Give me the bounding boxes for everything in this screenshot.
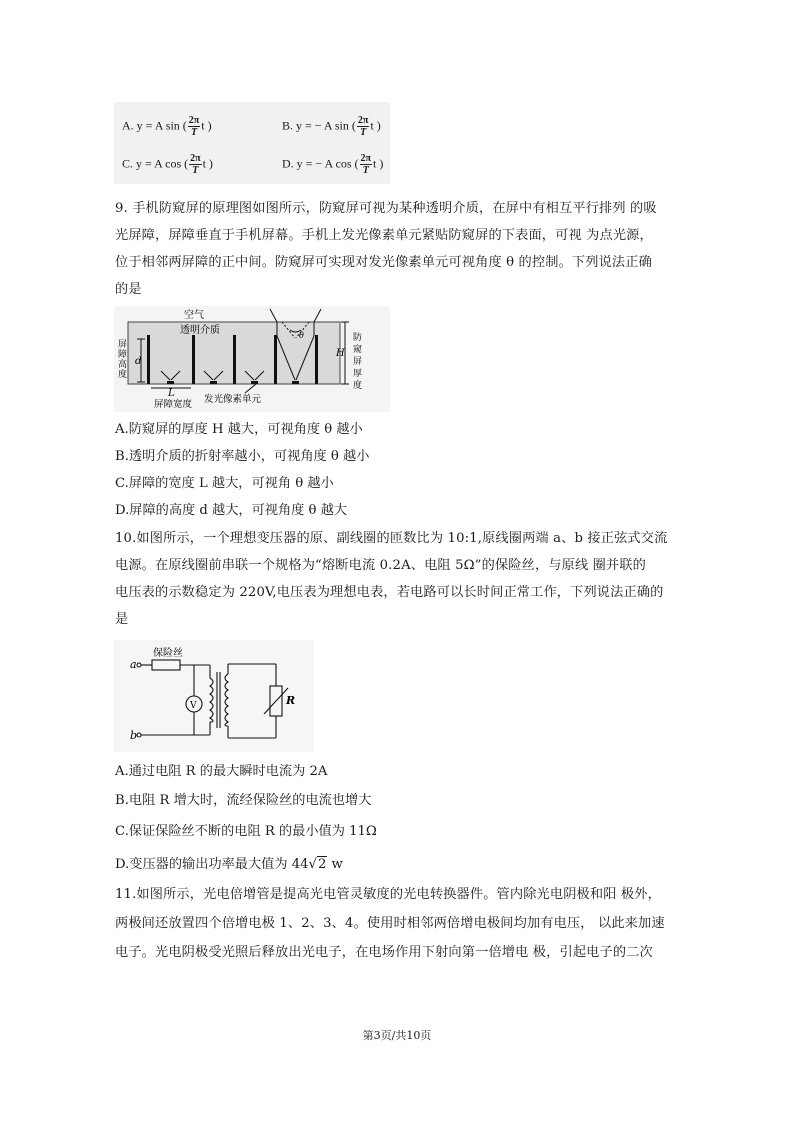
fig-fuse-label: 保险丝 [153, 648, 183, 659]
fig-barrier-width-label: 屏障宽度 [154, 399, 193, 410]
q8-b-prefix: B. y = − A sin ( [282, 118, 356, 133]
q10-option-d-root: 2 [317, 857, 327, 872]
sqrt-symbol: √ [308, 857, 317, 872]
q11-line-3: 电子。光电阴极受光照后释放出光电子，在电场作用下射向第一倍增电 极，引起电子的二次 [115, 945, 653, 960]
q8-a-den: T [190, 127, 198, 138]
q8-option-b [282, 115, 381, 138]
q9-privacy-screen-figure [114, 306, 390, 412]
fig-thickness-2: 窥 [353, 345, 363, 355]
q8-c-prefix: C. y = A cos ( [122, 156, 189, 171]
fig-b-label: b [130, 729, 138, 742]
fig-barrier-height-4: 度 [118, 370, 128, 380]
fig-pixel-label: 发光像素单元 [204, 394, 262, 405]
q8-option-a [122, 115, 212, 138]
fig-l-label: L [168, 388, 175, 399]
q8-b-suffix: t ) [370, 118, 381, 133]
q9-line-2: 光屏障，屏障垂直于手机屏幕。手机上发光像素单元紧贴防窥屏的下表面，可视 为点光源， [115, 228, 653, 243]
q8-a-num: 2π [188, 115, 200, 126]
q10-option-a: A.通过电阻 R 的最大瞬时电流为 2A [115, 764, 328, 779]
fig-r-label: R [286, 694, 296, 707]
q9-option-c: C.屏障的宽度 L 越大，可视角 θ 越小 [115, 476, 334, 491]
fig-d-label: d [135, 356, 142, 367]
q8-option-c [122, 153, 213, 176]
q8-b-num: 2π [357, 115, 369, 126]
fig-thickness-4: 厚 [353, 369, 363, 379]
fig-thickness-5: 度 [353, 381, 363, 391]
q9-line-3: 位于相邻两屏障的正中间。防窥屏可实现对发光像素单元可视角度 θ 的控制。下列说法正确 [115, 255, 652, 270]
fig-a-label: a [130, 658, 137, 671]
q10-line-1: 10.如图所示，一个理想变压器的原、副线圈的匝数比为 10:1,原线圈两端 a、b 接正弦式交流 [115, 531, 668, 546]
q8-c-den: T [192, 165, 199, 176]
q8-b-den: T [360, 127, 367, 138]
fig-h-label: H [336, 348, 345, 359]
q9-line-1: 9. 手机防窥屏的原理图如图所示，防窥屏可视为某种透明介质，在屏中有相互平行排列 的吸 [115, 201, 657, 216]
q11-line-1: 11.如图所示，光电倍增管是提高光电管灵敏度的光电转换器件。管内除光电阴极和阳 极外， [115, 887, 661, 902]
q8-a-prefix: A. y = A sin ( [122, 118, 187, 133]
fig-theta-label: θ [299, 331, 304, 340]
q9-option-d: D.屏障的高度 d 越大，可视角度 θ 越大 [115, 503, 348, 518]
fig-medium-label: 透明介质 [180, 325, 220, 336]
q10-option-b: B.电阻 R 增大时，流经保险丝的电流也增大 [115, 793, 372, 808]
q8-d-den: T [362, 165, 369, 176]
fig-barrier-height-2: 障 [118, 350, 128, 360]
q10-transformer-circuit [114, 640, 314, 752]
fig-voltmeter-label: V [190, 701, 197, 711]
fig-barrier-height-3: 高 [118, 360, 128, 370]
q9-option-a: A.防窥屏的厚度 H 越大，可视角度 θ 越小 [115, 422, 363, 437]
q10-option-c: C.保证保险丝不断的电阻 R 的最小值为 11Ω [115, 824, 377, 839]
q10-line-3: 电压表的示数稳定为 220V,电压表为理想电表，若电路可以长时间正常工作，下列说法正确的 [115, 585, 664, 600]
q8-c-num: 2π [190, 153, 201, 164]
q10-line-2: 电源。在原线圈前串联一个规格为“熔断电流 0.2A、电阻 5Ω”的保险丝，与原线 圈并联的 [115, 558, 647, 573]
q8-d-num: 2π [360, 153, 372, 164]
q10-option-d-unit: w [327, 857, 343, 872]
fig-thickness-3: 屏 [353, 357, 363, 367]
q8-d-prefix: D. y = − A cos ( [282, 156, 359, 171]
q9-option-b: B.透明介质的折射率越小，可视角度 θ 越小 [115, 449, 370, 464]
q8-d-suffix: t ) [373, 156, 384, 171]
q10-option-d-text: D.变压器的输出功率最大值为 44 [115, 857, 309, 872]
q8-option-d [282, 153, 383, 176]
fig-thickness-1: 防 [353, 333, 363, 343]
q9-line-4: 的是 [115, 282, 142, 297]
q10-line-4: 是 [115, 612, 129, 627]
q11-line-2: 两极间还放置四个倍增电极 1、2、3、4。使用时相邻两倍增电极间均加有电压， 以此来加速 [115, 916, 665, 931]
q8-c-suffix: t ) [202, 156, 213, 171]
q8-a-suffix: t ) [201, 118, 212, 133]
fig-air-label: 空气 [184, 310, 204, 321]
fig-barrier-height-1: 屏 [118, 340, 128, 350]
page-footer: 第3页/共10页 [362, 1029, 432, 1042]
q10-option-d [115, 855, 343, 875]
